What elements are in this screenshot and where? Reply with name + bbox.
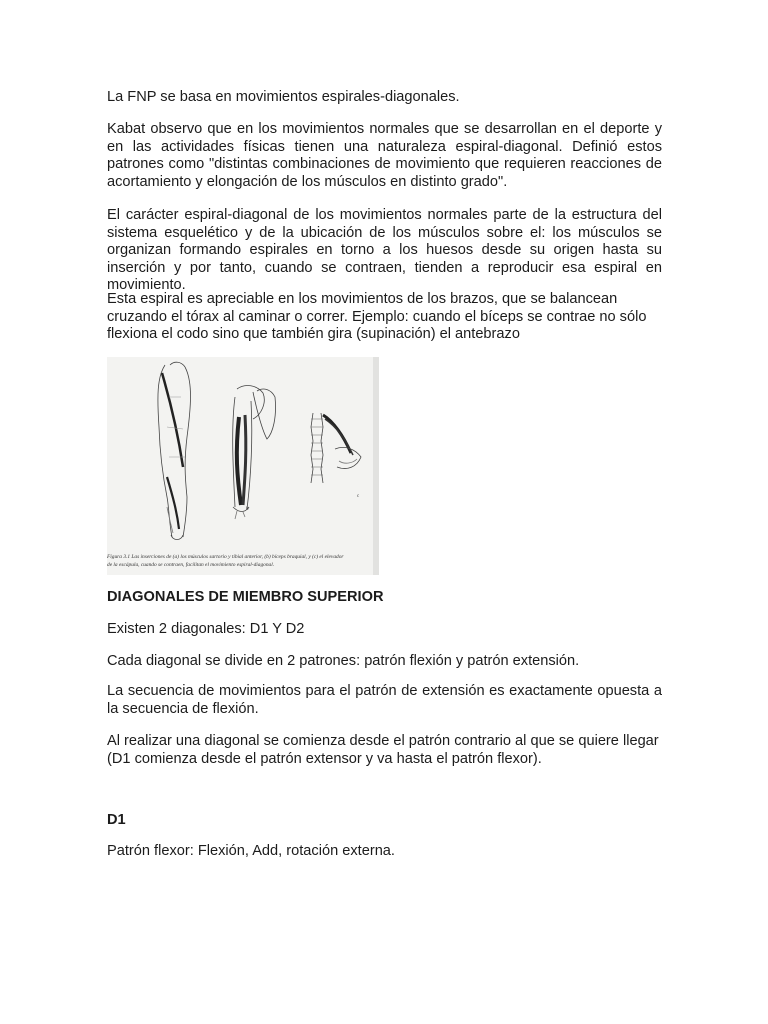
d1-heading: D1 bbox=[107, 812, 126, 828]
paragraph-d1-flexor: Patrón flexor: Flexión, Add, rotación externa. bbox=[107, 843, 395, 859]
paragraph-arm-example: Esta espiral es apreciable en los movimientos de los brazos, que se balancean cruzando el tórax al caminar o correr. Ejemplo: cuando el bíceps se contrae no sólo flexiona el codo sino que también gira (supinación) el antebrazo bbox=[107, 291, 647, 343]
figure-label-c: c bbox=[357, 494, 360, 499]
anatomy-illustration bbox=[107, 357, 379, 575]
paragraph-start-pattern: Al realizar una diagonal se comienza desde el patrón contrario al que se quiere llegar (D1 comienza desde el patrón extensor y va hasta el patrón flexor). bbox=[107, 733, 659, 767]
anatomy-figure bbox=[107, 357, 379, 575]
leg-illustration bbox=[158, 362, 191, 539]
paragraph-spiral-character: El carácter espiral-diagonal de los movimientos normales parte de la estructura del sistema esquelético y de la ubicación de los músculos sobre el: los músculos se organizan formando espirales en torno a los huesos desde su origen hasta su inserción y por tanto, cuando se contraen, tienden a reproducir esa espiral en movimiento. bbox=[107, 207, 662, 294]
figure-label-b: b bbox=[246, 507, 249, 512]
page-fold-shadow bbox=[373, 357, 379, 575]
section-heading: DIAGONALES DE MIEMBRO SUPERIOR bbox=[107, 589, 384, 605]
spine-illustration bbox=[311, 413, 361, 483]
paragraph-kabat: Kabat observo que en los movimientos normales que se desarrollan en el deporte y en las actividades físicas tienen una naturaleza espiral-diagonal. Definió estos patrones como "distintas combinaciones de movimiento que requieren reacciones de acortamiento y elongación de los músculos en distinto grado". bbox=[107, 121, 662, 190]
paragraph-sequence: La secuencia de movimientos para el patrón de extensión es exactamente opuesta a la secuencia de flexión. bbox=[107, 683, 662, 717]
paragraph-patterns: Cada diagonal se divide en 2 patrones: patrón flexión y patrón extensión. bbox=[107, 653, 580, 669]
figure-caption bbox=[107, 553, 397, 569]
paragraph-intro: La FNP se basa en movimientos espirales-diagonales. bbox=[107, 89, 460, 105]
arm-illustration bbox=[233, 386, 276, 519]
figure-caption-line-1: Figura 3.1 Las inserciones de (a) los músculos sartorio y tibial anterior, (b) bíceps braquial, y (c) el elevador bbox=[107, 554, 344, 560]
paragraph-diagonals-count: Existen 2 diagonales: D1 Y D2 bbox=[107, 621, 305, 637]
figure-caption-line-2: de la escápula, cuando se contraen, facilitan el movimiento espiral-diagonal. bbox=[107, 562, 275, 568]
